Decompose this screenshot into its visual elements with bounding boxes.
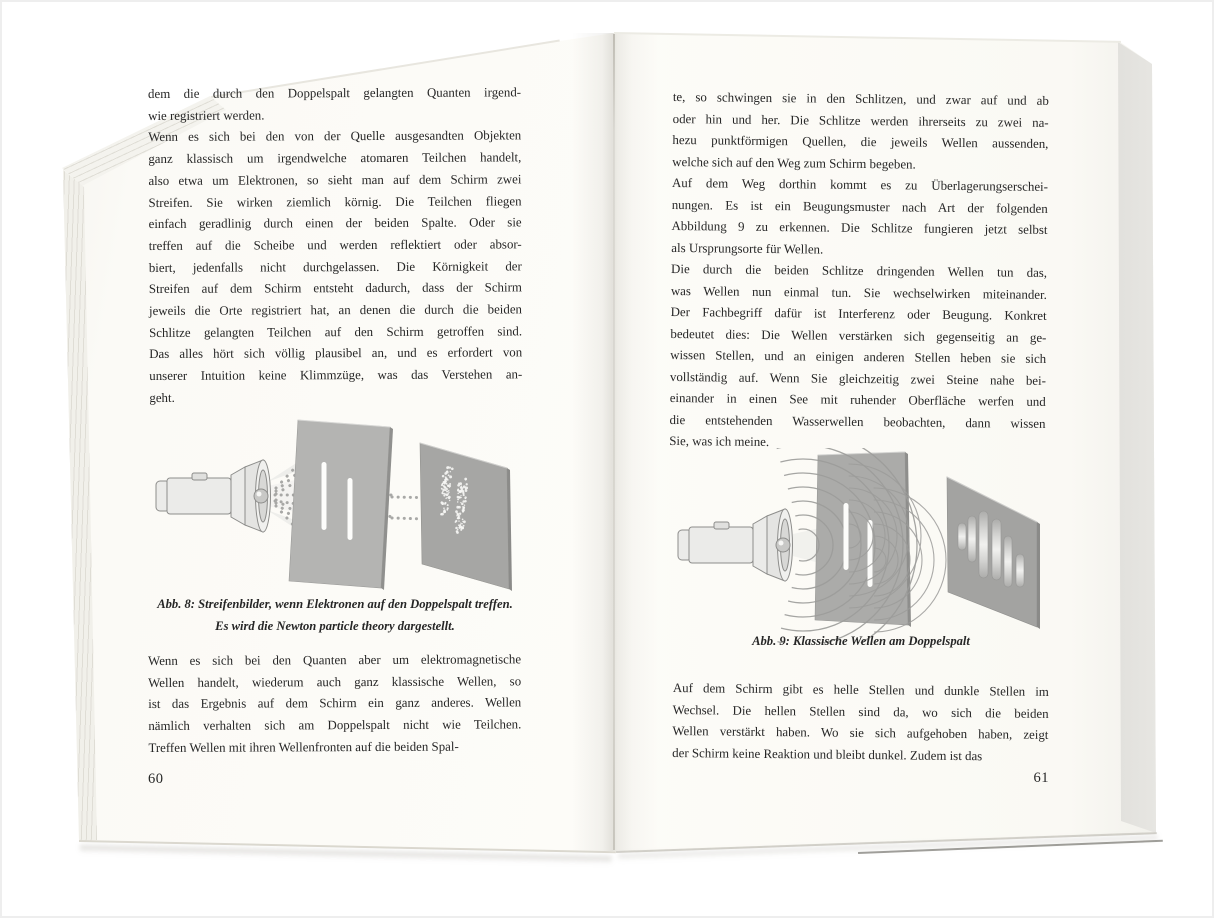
slit-left xyxy=(844,503,849,570)
text-line: was Wellen nun einmal tun. Sie wechselwirken miteinander. xyxy=(670,283,1047,302)
text-line: Auf dem Schirm gibt es helle Stellen und dunkle Stellen im xyxy=(672,680,1049,699)
text-line: als Ursprungsorte für Wellen. xyxy=(671,240,824,257)
text-line: treffen auf die Scheibe und werden reflektiert oder absor- xyxy=(148,237,522,253)
text-line: der Schirm keine Reaktion und bleibt dunkel. Zudem ist das xyxy=(672,745,983,763)
text-line: wie registriert werden. xyxy=(148,108,265,123)
book-gutter-shadow xyxy=(572,33,658,851)
text-line: oder hin und her. Die Schlitze werden ihrerseits zu zwei na- xyxy=(672,111,1049,130)
text-line: Schlitze gelangten Teilchen auf den Schirm getroffen sind. xyxy=(149,324,523,340)
text-line: jeweils die Orte registriert hat, an denen die durch die beiden xyxy=(148,302,523,319)
text-line: Abb. 8: Streifenbilder, wenn Elektronen auf den Doppelspalt treffen. xyxy=(157,597,513,611)
text-line: dem die durch den Doppelspalt gelangten Quanten irgend- xyxy=(148,85,522,101)
flashlight-icon xyxy=(156,460,271,532)
figure-9-caption xyxy=(673,631,1049,653)
text-line: ganz klassisch um irgendwelche atomaren Teilchen handelt, xyxy=(148,150,522,167)
text-line: bedeutet dies: Die Wellen verstärken sich gegenseitig an ge- xyxy=(670,326,1047,345)
text-line: Das alles hört sich völlig plausibel an, und es erfordert von xyxy=(149,345,523,362)
text-line: geht. xyxy=(149,390,175,405)
text-line: Es wird die Newton particle theory dargestellt. xyxy=(215,618,455,633)
right-page-body-top xyxy=(669,87,1049,456)
text-line: nungen. Es ist ein Beugungsmuster nach Art der folgenden xyxy=(671,197,1048,216)
slit-right xyxy=(348,478,353,540)
text-line: welche sich auf den Weg zum Schirm begeben. xyxy=(672,154,916,172)
left-page-body-bottom xyxy=(148,649,521,759)
text-line: also etwa um Elektronen, so sieht man auf dem Schirm zwei xyxy=(148,172,522,188)
text-line: Sie, was ich meine. xyxy=(669,433,770,450)
text-line: wissen Stellen, und an einigen anderen Stellen heben sie sich xyxy=(670,347,1047,366)
text-line: die entstehenden Wasserwellen beobachten, dann wissen xyxy=(669,412,1046,431)
figure-8-drawing xyxy=(146,418,546,603)
text-line: einfach geradlinig durch einen der beiden Spalte. Oder sie xyxy=(148,215,522,232)
text-line: Abbildung 9 zu erkennen. Die Schlitze fungieren jetzt selbst xyxy=(671,218,1048,237)
text-line: Wenn es sich bei den Quanten aber um elektromagnetische xyxy=(148,652,522,668)
text-line: unserer Intuition keine Klimmzüge, was das Verstehen an- xyxy=(149,367,523,384)
figure-9 xyxy=(668,448,1070,643)
text-line: Wechsel. Die hellen Stellen sind da, wo sich die beiden xyxy=(672,702,1049,721)
flashlight-icon xyxy=(678,509,793,581)
text-line: te, so schwingen sie in den Schlitzen, und zwar auf und ab xyxy=(672,89,1049,108)
double-slit-barrier xyxy=(289,420,393,590)
figure-9-drawing xyxy=(668,448,1070,643)
text-line: Streifen auf dem Schirm entsteht dadurch, dass der Schirm xyxy=(148,280,522,297)
left-page-number: 60 xyxy=(148,771,164,787)
right-page-number: 61 xyxy=(1033,770,1049,786)
text-line: Streifen. Sie wirken ziemlich körnig. Die Teilchen fliegen xyxy=(148,193,522,210)
detection-screen xyxy=(420,443,512,591)
figure-8-caption xyxy=(148,594,522,637)
figure-8 xyxy=(146,418,546,603)
text-line: nämlich verhalten sich am Doppelspalt nicht wie Teilchen. xyxy=(148,717,522,734)
text-line: Wellen verstärkt haben. Wo sie sich aufgehoben haben, zeigt xyxy=(672,723,1049,742)
text-line: Die durch die beiden Schlitze dringenden Wellen tun das, xyxy=(671,261,1048,280)
text-line: einander in einen See mit ruhender Oberfläche werfen und xyxy=(669,390,1046,409)
right-page-body-bottom xyxy=(672,678,1049,768)
text-line: Der Fachbegriff dafür ist Interferenz oder Beugung. Konkret xyxy=(670,304,1047,323)
text-line: Auf dem Weg dorthin kommt es zu Überlagerungserschei- xyxy=(671,175,1049,194)
text-line: biert, jedenfalls nicht durchgelassen. Die Körnigkeit der xyxy=(148,258,522,275)
text-line: Wenn es sich bei den von der Quelle ausgesandten Objekten xyxy=(148,128,522,145)
text-line: hezu punktförmigen Quellen, die jeweils Wellen aussenden, xyxy=(672,132,1049,151)
text-line: Treffen Wellen mit ihren Wellenfronten auf die beiden Spal- xyxy=(148,739,459,755)
text-line: Abb. 9: Klassische Wellen am Doppelspalt xyxy=(752,634,970,648)
slit-left xyxy=(322,462,327,530)
book-gutter-crease xyxy=(613,34,615,850)
left-page-body-top xyxy=(148,82,522,409)
text-line: Wellen handelt, wiederum auch ganz klassische Wellen, so xyxy=(148,674,522,690)
text-line: ist das Ergebnis auf dem Schirm ein ganz anderes. Wellen xyxy=(148,695,522,712)
text-line: vollständig auf. Wenn Sie gleichzeitig zwei Steine nahe bei- xyxy=(669,369,1047,388)
